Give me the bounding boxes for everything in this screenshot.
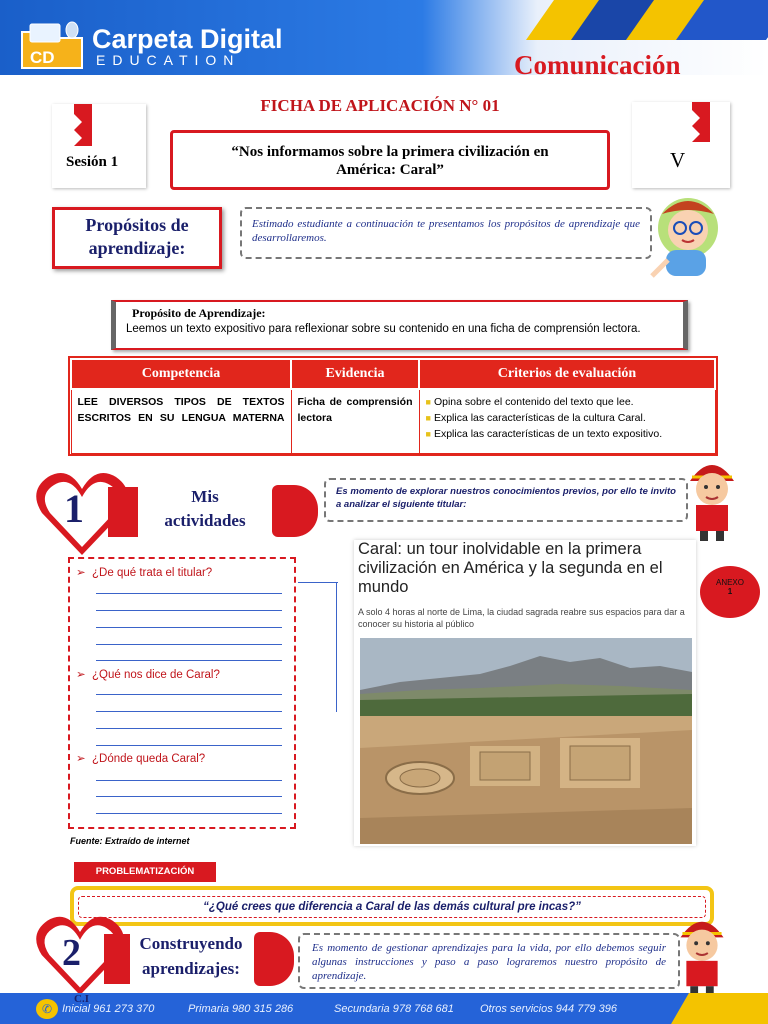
subject-title: Comunicación <box>514 50 681 80</box>
proposito-text: Leemos un texto expositivo para reflexionar sobre su contenido en una ficha de comprensión lectora. <box>126 323 641 335</box>
article-subhead: A solo 4 horas al norte de Lima, la ciudad sagrada reabre sus espacios para dar a conocer su historia al público <box>358 607 685 629</box>
criterios-cell <box>419 389 715 453</box>
construyendo-text-box <box>298 933 680 989</box>
construyendo-label: Construyendo aprendizajes: <box>139 934 243 978</box>
peru-flag-icon <box>632 102 730 188</box>
grade-label: V <box>670 148 686 172</box>
session-label: Sesión 1 <box>66 154 119 170</box>
problematizacion-question: “¿Qué crees que diferencia a Caral de las demás cultural pre incas?” <box>203 901 581 913</box>
red-tab-left <box>108 487 138 537</box>
competencia-table-frame <box>68 356 718 456</box>
problematizacion-inner <box>78 896 706 918</box>
questions-box <box>68 557 296 829</box>
table-header-criterios: Criterios de evaluación <box>419 359 715 389</box>
arrow-icon: ➢ <box>76 669 86 681</box>
connector-line <box>298 582 338 583</box>
proposito-box <box>111 300 688 350</box>
article-headline: Caral: un tour inolvidable en la primera civilización en América y la segunda en el mundo <box>358 540 663 596</box>
caral-photo <box>360 638 692 844</box>
table-header-evidencia: Evidencia <box>291 359 419 389</box>
answer-line[interactable] <box>96 660 282 661</box>
student-boy-icon <box>648 188 728 282</box>
arrow-icon: ➢ <box>76 567 86 579</box>
red-tab-left-2 <box>104 934 130 984</box>
problematizacion-label: PROBLEMATIZACIÓN <box>74 862 216 882</box>
answer-line[interactable] <box>96 627 282 628</box>
propositos-text: Estimado estudiante a continuación te presentamos los propósitos de aprendizaje que desarrollaremos. <box>252 218 640 244</box>
answer-line[interactable] <box>96 745 282 746</box>
fuente-caption: Fuente: Extraído de internet <box>70 836 190 846</box>
peru-flag-icon <box>52 104 146 188</box>
criterio-item: ■ Explica las características de la cultura Caral. <box>425 412 646 424</box>
answer-line[interactable] <box>96 711 282 712</box>
answer-line[interactable] <box>96 644 282 645</box>
propositos-label: Propósitos de aprendizaje: <box>85 215 189 258</box>
footer-primaria: Primaria 980 315 286 <box>188 1003 294 1015</box>
answer-line[interactable] <box>96 694 282 695</box>
anexo-number: 1 <box>727 587 733 596</box>
question-2: ➢ ¿Qué nos dice de Caral? <box>76 669 220 681</box>
brand-title: Carpeta Digital <box>92 24 283 54</box>
answer-line[interactable] <box>96 780 282 781</box>
actividades-intro: Es momento de explorar nuestros conocimientos previos, por ello te invito a analizar el siguiente titular: <box>336 486 676 510</box>
construyendo-text: Es momento de gestionar aprendizajes para la vida, por ello debemos seguir algunas instrucciones y paso a paso lograremos nuestro propósito de aprendizaje. <box>312 942 666 982</box>
competencia-cell: LEE DIVERSOS TIPOS DE TEXTOS ESCRITOS EN SU LENGUA MATERNA <box>71 389 291 453</box>
logo-letters: CD <box>30 48 55 67</box>
criterio-item: ■ Opina sobre el contenido del texto que lee. <box>425 396 634 408</box>
table-header-competencia: Competencia <box>71 359 291 389</box>
answer-line[interactable] <box>96 593 282 594</box>
proposito-title: Propósito de Aprendizaje: <box>132 306 266 320</box>
evidencia-cell: Ficha de comprensión lectora <box>291 389 419 453</box>
ci-label: C.I <box>74 993 89 1005</box>
answer-line[interactable] <box>96 813 282 814</box>
problematizacion-box <box>70 886 714 926</box>
landscape-image <box>360 638 692 844</box>
construyendo-number: 2 <box>62 932 81 974</box>
topic-box <box>170 130 610 190</box>
anexo-badge <box>700 566 760 618</box>
competencia-table <box>70 358 716 454</box>
red-tab-right-2 <box>254 932 294 986</box>
actividades-intro-box <box>324 478 688 522</box>
ficha-title: FICHA DE APLICACIÓN N° 01 <box>260 96 500 115</box>
activity-number: 1 <box>64 486 84 531</box>
propositos-label-box <box>52 207 222 269</box>
folder-icon: ■ <box>425 429 431 439</box>
footer-secundaria: Secundaria 978 768 681 <box>334 1003 454 1015</box>
answer-line[interactable] <box>96 728 282 729</box>
answer-line[interactable] <box>96 796 282 797</box>
grade-flag <box>632 102 730 188</box>
session-flag <box>52 104 146 188</box>
folder-icon: ■ <box>425 397 431 407</box>
footer-inicial: Inicial 961 273 370 <box>62 1003 155 1015</box>
article-card <box>354 540 696 846</box>
peruvian-boy-icon <box>672 912 732 996</box>
footer-otros: Otros servicios 944 779 396 <box>480 1003 617 1015</box>
folder-icon: ■ <box>425 413 431 423</box>
phone-icon: ✆ <box>36 999 58 1019</box>
logo-icon <box>16 20 88 72</box>
propositos-text-box <box>240 207 652 259</box>
topic-text: “Nos informamos sobre la primera civilización en América: Caral” <box>231 144 549 178</box>
question-1: ➢ ¿De qué trata el titular? <box>76 567 213 579</box>
actividades-label: Mis actividades <box>164 487 246 530</box>
arrow-icon: ➢ <box>76 753 86 765</box>
criterio-item: ■ Explica las características de un texto expositivo. <box>425 428 663 440</box>
answer-line[interactable] <box>96 610 282 611</box>
question-3: ➢ ¿Dónde queda Caral? <box>76 753 206 765</box>
brand-subtitle: EDUCATION <box>96 52 241 68</box>
peruvian-boy-icon <box>682 455 742 541</box>
anexo-label: ANEXO <box>715 578 744 587</box>
red-tab-right <box>272 485 318 537</box>
connector-line <box>336 582 337 712</box>
